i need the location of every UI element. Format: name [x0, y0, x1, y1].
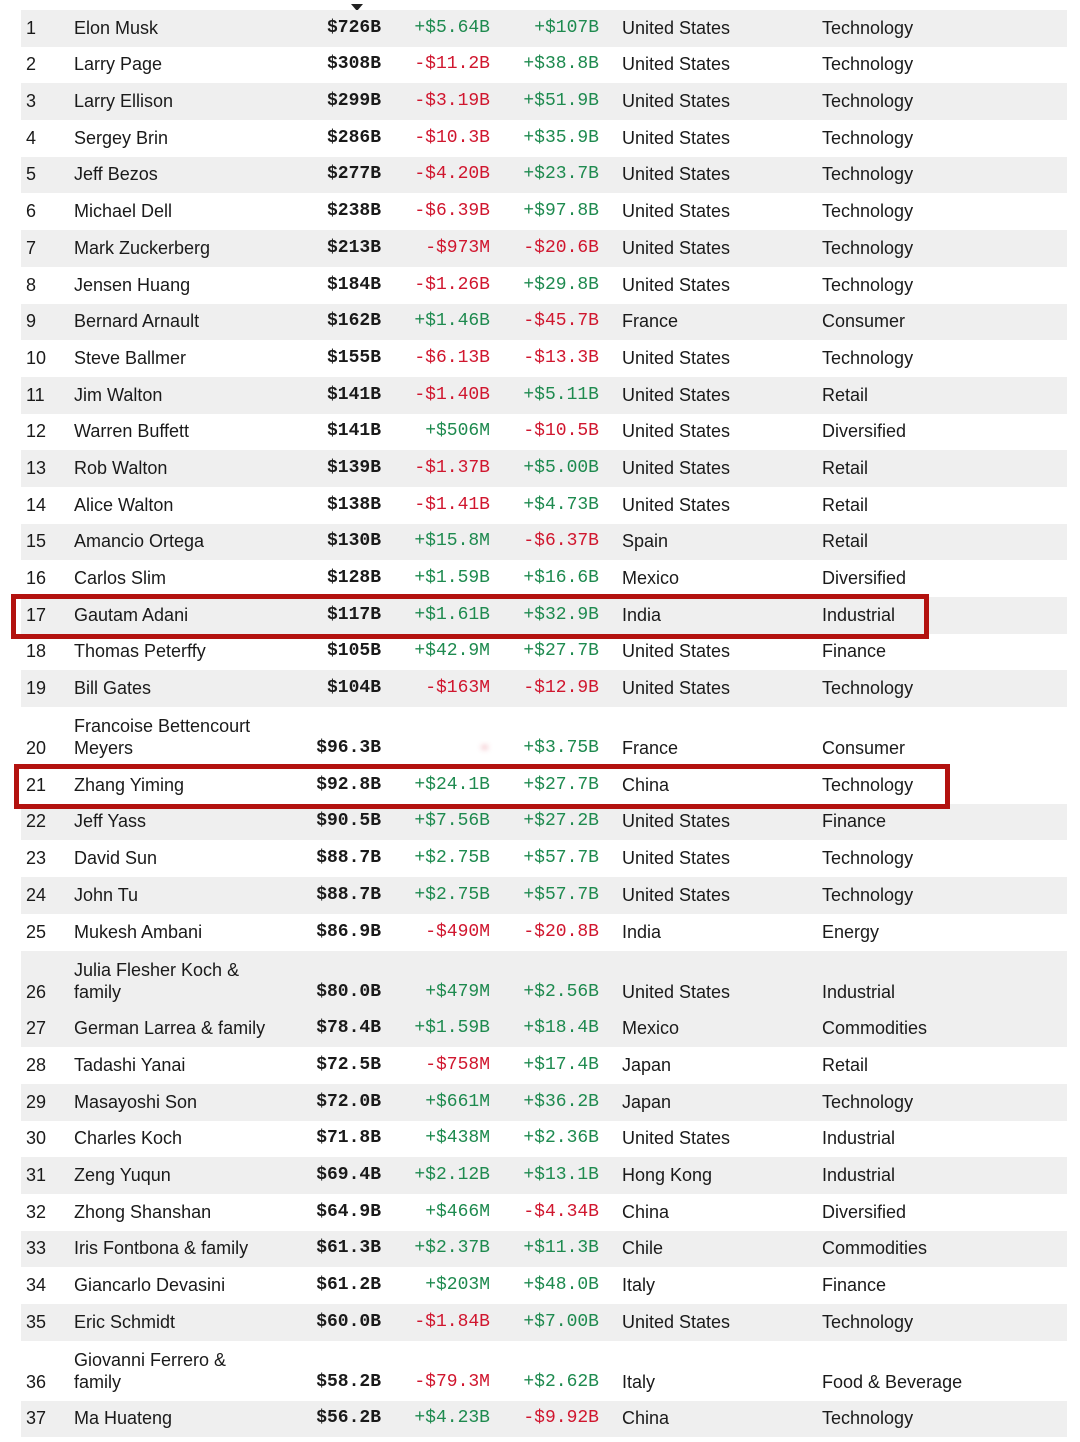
country-cell: China	[622, 1408, 670, 1429]
rank-cell: 37	[26, 1408, 47, 1429]
last-change-cell: +$2.12B	[414, 1164, 490, 1185]
name-cell[interactable]: Jeff Yass	[74, 811, 147, 832]
table-row[interactable]	[21, 304, 1067, 341]
industry-cell: Retail	[822, 384, 869, 405]
country-cell: United States	[622, 237, 731, 258]
net-worth-cell: $141B	[326, 384, 381, 405]
name-cell[interactable]: Tadashi Yanai	[74, 1054, 186, 1075]
ytd-change-cell: +$18.4B	[523, 1018, 599, 1039]
last-change-cell: +$15.8M	[414, 531, 490, 552]
table-row[interactable]	[21, 1157, 1067, 1194]
ytd-change-cell: +$7.00B	[523, 1311, 599, 1332]
ytd-change-cell: -$20.6B	[523, 237, 599, 258]
table-row[interactable]	[21, 1341, 1067, 1401]
name-cell[interactable]: Larry Ellison	[74, 91, 174, 112]
ytd-change-cell: +$27.2B	[523, 811, 599, 832]
rank-cell: 22	[26, 811, 47, 832]
ytd-change-cell: +$97.8B	[523, 201, 599, 222]
name-cell[interactable]: Rob Walton	[74, 457, 168, 478]
table-row[interactable]	[21, 1011, 1067, 1048]
rank-cell: 31	[26, 1164, 47, 1185]
last-change-cell: -$973M	[425, 237, 490, 258]
country-cell: France	[622, 311, 679, 332]
last-change-cell: +$1.59B	[414, 568, 490, 588]
table-row[interactable]	[21, 524, 1067, 561]
billionaires-table	[21, 10, 1067, 1437]
net-worth-cell: $138B	[326, 494, 381, 515]
net-worth-cell: $117B	[326, 604, 381, 625]
ytd-change-cell: -$12.9B	[523, 678, 599, 699]
net-worth-cell: $72.5B	[316, 1054, 381, 1075]
table-row[interactable]	[21, 1047, 1067, 1084]
name-cell[interactable]: German Larrea & family	[74, 1018, 266, 1039]
name-cell[interactable]: Gautam Adani	[74, 604, 189, 625]
table-row[interactable]	[21, 377, 1067, 414]
rank-cell: 10	[26, 347, 47, 368]
last-change-cell: -$163M	[425, 678, 490, 699]
table-row[interactable]	[21, 340, 1067, 377]
ytd-change-cell: +$13.1B	[523, 1164, 599, 1185]
table-row[interactable]	[21, 707, 1067, 767]
last-change-cell: -$6.13B	[414, 347, 490, 368]
table-row[interactable]	[21, 157, 1067, 194]
country-cell: United States	[622, 494, 731, 515]
net-worth-cell: $58.2B	[316, 1371, 381, 1392]
industry-cell: Finance	[822, 1275, 887, 1295]
country-cell: France	[622, 738, 679, 759]
country-cell: United States	[622, 201, 731, 222]
last-change-cell: +$438M	[425, 1128, 490, 1149]
country-cell: Chile	[622, 1238, 664, 1259]
name-cell[interactable]: Michael Dell	[74, 201, 173, 222]
table-row[interactable]	[21, 414, 1067, 451]
ytd-change-cell: +$51.9B	[523, 91, 599, 112]
ytd-change-cell: +$2.56B	[523, 981, 599, 1002]
ytd-change-cell: -$9.92B	[523, 1408, 599, 1429]
rank-cell: 27	[26, 1018, 47, 1039]
ytd-change-cell: +$27.7B	[523, 774, 599, 795]
rank-cell: 29	[26, 1091, 47, 1112]
net-worth-cell: $238B	[326, 201, 381, 222]
country-cell: United States	[622, 884, 731, 905]
rank-cell: 15	[26, 531, 47, 552]
net-worth-cell: $104B	[326, 678, 381, 699]
ytd-change-cell: +$16.6B	[523, 568, 599, 588]
table-row[interactable]	[21, 450, 1067, 487]
industry-cell: Technology	[822, 1311, 914, 1332]
table-row[interactable]	[21, 1401, 1067, 1438]
name-cell[interactable]: Giancarlo Devasini	[74, 1275, 226, 1295]
net-worth-cell: $72.0B	[316, 1091, 381, 1112]
rank-cell: 2	[26, 54, 37, 75]
country-cell: United States	[622, 1128, 731, 1149]
rank-cell: 26	[26, 981, 47, 1002]
industry-cell: Technology	[822, 1091, 914, 1112]
net-worth-cell: $64.9B	[316, 1201, 381, 1222]
net-worth-cell: $56.2B	[316, 1408, 381, 1429]
rank-cell: 4	[26, 127, 37, 148]
last-change-cell: +$506M	[425, 421, 490, 442]
country-cell: Italy	[622, 1371, 656, 1392]
ytd-change-cell: +$107B	[534, 17, 599, 38]
table-row[interactable]	[21, 840, 1067, 877]
net-worth-cell: $88.7B	[316, 884, 381, 905]
country-cell: Hong Kong	[622, 1164, 713, 1185]
table-row[interactable]	[21, 487, 1067, 524]
ytd-change-cell: +$35.9B	[523, 127, 599, 148]
ytd-change-cell: +$11.3B	[523, 1238, 599, 1259]
country-cell: Spain	[622, 531, 669, 552]
country-cell: India	[622, 921, 662, 942]
industry-cell: Diversified	[822, 421, 907, 442]
industry-cell: Retail	[822, 494, 869, 515]
net-worth-cell: $61.3B	[316, 1238, 381, 1259]
name-cell[interactable]: Jensen Huang	[74, 274, 191, 295]
last-change-cell: -$1.37B	[414, 457, 490, 478]
name-cell[interactable]: Larry Page	[74, 54, 163, 75]
table-row[interactable]	[21, 120, 1067, 157]
industry-cell: Technology	[822, 678, 914, 699]
last-change-cell: +$479M	[425, 981, 490, 1002]
last-change-cell: -$10.3B	[414, 127, 490, 148]
name-cell[interactable]: Jim Walton	[74, 384, 163, 405]
industry-cell: Technology	[822, 201, 914, 222]
net-worth-cell: $726B	[326, 17, 381, 38]
name-cell[interactable]: Ma Huateng	[74, 1408, 173, 1429]
ytd-change-cell: +$38.8B	[523, 54, 599, 75]
rank-cell: 36	[26, 1371, 47, 1392]
table-row[interactable]	[21, 193, 1067, 230]
country-cell: United States	[622, 981, 731, 1002]
last-change-cell: +$1.46B	[414, 311, 490, 332]
industry-cell: Finance	[822, 641, 887, 662]
last-change-cell: +$5.64B	[414, 17, 490, 38]
industry-cell: Technology	[822, 274, 914, 295]
industry-cell: Technology	[822, 237, 914, 258]
industry-cell: Consumer	[822, 311, 906, 332]
rank-cell: 7	[26, 237, 37, 258]
ytd-change-cell: +$57.7B	[523, 848, 599, 869]
industry-cell: Industrial	[822, 981, 896, 1002]
last-change-cell: -$490M	[425, 921, 490, 942]
rank-cell: 18	[26, 641, 47, 662]
net-worth-cell: $105B	[326, 641, 381, 662]
industry-cell: Industrial	[822, 604, 896, 625]
rank-cell: 23	[26, 848, 47, 869]
country-cell: United States	[622, 17, 731, 38]
rank-cell: 14	[26, 494, 47, 515]
net-worth-cell: $299B	[326, 91, 381, 112]
name-cell[interactable]: Elon Musk	[74, 17, 159, 38]
industry-cell: Retail	[822, 457, 869, 478]
last-change-cell: -$4.20B	[414, 164, 490, 185]
ytd-change-cell: +$5.00B	[523, 457, 599, 478]
net-worth-cell: $90.5B	[316, 811, 381, 832]
ytd-change-cell: -$6.37B	[523, 531, 599, 552]
ytd-change-cell: -$20.8B	[523, 921, 599, 942]
table-row[interactable]	[21, 1121, 1067, 1158]
rank-cell: 21	[26, 774, 47, 795]
industry-cell: Technology	[822, 774, 914, 795]
name-cell[interactable]: Iris Fontbona & family	[74, 1238, 249, 1259]
ytd-change-cell: +$17.4B	[523, 1054, 599, 1075]
net-worth-cell: $308B	[326, 54, 381, 75]
name-cell[interactable]: John Tu	[74, 884, 139, 905]
rank-cell: 19	[26, 678, 47, 699]
name-cell[interactable]: Zeng Yuqun	[74, 1164, 171, 1185]
last-change-cell: +$42.9M	[414, 641, 490, 662]
country-cell: United States	[622, 811, 731, 832]
rank-cell: 34	[26, 1275, 47, 1295]
country-cell: United States	[622, 641, 731, 662]
country-cell: United States	[622, 91, 731, 112]
table-row[interactable]	[21, 560, 1067, 597]
country-cell: United States	[622, 1311, 731, 1332]
last-change-cell: -$11.2B	[414, 54, 490, 75]
last-change-cell: +$1.59B	[414, 1018, 490, 1039]
name-cell[interactable]: Bill Gates	[74, 678, 152, 699]
name-cell[interactable]: David Sun	[74, 848, 158, 869]
net-worth-cell: $286B	[326, 127, 381, 148]
country-cell: United States	[622, 347, 731, 368]
net-worth-cell: $277B	[326, 164, 381, 185]
name-cell[interactable]: Zhong Shanshan	[74, 1201, 212, 1222]
ytd-change-cell: +$2.36B	[523, 1128, 599, 1149]
table-row[interactable]	[21, 267, 1067, 304]
rank-cell: 6	[26, 201, 37, 222]
table-row[interactable]	[21, 804, 1067, 841]
ytd-change-cell: -$10.5B	[523, 421, 599, 442]
country-cell: United States	[622, 384, 731, 405]
industry-cell: Diversified	[822, 568, 907, 588]
last-change-cell: -$1.41B	[414, 494, 490, 515]
table-row[interactable]	[21, 634, 1067, 671]
country-cell: United States	[622, 164, 731, 185]
net-worth-cell: $86.9B	[316, 921, 381, 942]
rank-cell: 5	[26, 164, 37, 185]
rank-cell: 9	[26, 311, 37, 332]
ytd-change-cell: +$2.62B	[523, 1371, 599, 1392]
rank-cell: 1	[26, 17, 37, 38]
country-cell: United States	[622, 848, 731, 869]
net-worth-cell: $88.7B	[316, 848, 381, 869]
country-cell: United States	[622, 54, 731, 75]
net-worth-cell: $92.8B	[316, 774, 381, 795]
net-worth-cell: $155B	[326, 347, 381, 368]
industry-cell: Technology	[822, 17, 914, 38]
ytd-change-cell: +$29.8B	[523, 274, 599, 295]
last-change-cell: -	[479, 738, 490, 759]
net-worth-cell: $61.2B	[316, 1275, 381, 1295]
name-cell[interactable]: Eric Schmidt	[74, 1311, 176, 1332]
table-row[interactable]	[21, 47, 1067, 84]
country-cell: Mexico	[622, 568, 680, 588]
ytd-change-cell: +$32.9B	[523, 604, 599, 625]
last-change-cell: +$1.61B	[414, 604, 490, 625]
industry-cell: Technology	[822, 848, 914, 869]
industry-cell: Technology	[822, 91, 914, 112]
net-worth-cell: $71.8B	[316, 1128, 381, 1149]
last-change-cell: -$79.3M	[414, 1371, 490, 1392]
net-worth-cell: $60.0B	[316, 1311, 381, 1332]
table-row[interactable]	[21, 951, 1067, 1011]
industry-cell: Technology	[822, 347, 914, 368]
table-row[interactable]	[21, 1231, 1067, 1268]
country-cell: India	[622, 604, 662, 625]
last-change-cell: +$2.37B	[414, 1238, 490, 1259]
ytd-change-cell: +$48.0B	[523, 1275, 599, 1295]
last-change-cell: -$3.19B	[414, 91, 490, 112]
ytd-change-cell: +$36.2B	[523, 1091, 599, 1112]
net-worth-cell: $162B	[326, 311, 381, 332]
industry-cell: Retail	[822, 531, 869, 552]
rank-cell: 33	[26, 1238, 47, 1259]
rank-cell: 8	[26, 274, 37, 295]
rank-cell: 35	[26, 1311, 47, 1332]
name-cell[interactable]: Julia Flesher Koch & family	[74, 959, 240, 1002]
name-cell[interactable]: Amancio Ortega	[74, 531, 205, 552]
ytd-change-cell: +$3.75B	[523, 738, 599, 759]
name-cell[interactable]: Mukesh Ambani	[74, 921, 203, 942]
rank-cell: 17	[26, 604, 47, 625]
rank-cell: 13	[26, 457, 47, 478]
table-row[interactable]	[21, 83, 1067, 120]
name-cell[interactable]: Thomas Peterffy	[74, 641, 206, 662]
table-row[interactable]	[21, 1084, 1067, 1121]
country-cell: Italy	[622, 1275, 656, 1295]
country-cell: Japan	[622, 1091, 672, 1112]
last-change-cell: +$466M	[425, 1201, 490, 1222]
rank-cell: 11	[26, 384, 45, 405]
industry-cell: Technology	[822, 884, 914, 905]
name-cell[interactable]: Masayoshi Son	[74, 1091, 198, 1112]
net-worth-cell: $96.3B	[316, 738, 381, 759]
industry-cell: Commodities	[822, 1018, 928, 1039]
last-change-cell: +$2.75B	[414, 848, 490, 869]
last-change-cell: +$203M	[425, 1275, 490, 1295]
industry-cell: Diversified	[822, 1201, 907, 1222]
industry-cell: Consumer	[822, 738, 906, 759]
net-worth-cell: $184B	[326, 274, 381, 295]
name-cell[interactable]: Warren Buffett	[74, 421, 190, 442]
industry-cell: Retail	[822, 1054, 869, 1075]
industry-cell: Commodities	[822, 1238, 928, 1259]
country-cell: Mexico	[622, 1018, 680, 1039]
ytd-change-cell: -$4.34B	[523, 1201, 599, 1222]
table-row[interactable]	[21, 597, 1067, 634]
country-cell: United States	[622, 421, 731, 442]
name-cell[interactable]: Francoise Bettencourt Meyers	[74, 716, 251, 759]
ytd-change-cell: +$27.7B	[523, 641, 599, 662]
table-row[interactable]	[21, 10, 1067, 47]
ytd-change-cell: -$45.7B	[523, 311, 599, 332]
rank-cell: 20	[26, 738, 47, 759]
table-row[interactable]	[21, 230, 1067, 267]
industry-cell: Industrial	[822, 1128, 896, 1149]
ytd-change-cell: +$5.11B	[523, 384, 599, 405]
table-row[interactable]	[21, 1267, 1067, 1304]
rank-cell: 32	[26, 1201, 47, 1222]
rank-cell: 24	[26, 884, 47, 905]
table-row[interactable]	[21, 1194, 1067, 1231]
net-worth-cell: $139B	[326, 457, 381, 478]
ytd-change-cell: +$23.7B	[523, 164, 599, 185]
net-worth-cell: $213B	[326, 237, 381, 258]
table-row[interactable]	[21, 670, 1067, 707]
last-change-cell: -$1.40B	[414, 384, 490, 405]
net-worth-cell: $78.4B	[316, 1018, 381, 1039]
last-change-cell: +$7.56B	[414, 811, 490, 832]
industry-cell: Technology	[822, 1408, 914, 1429]
country-cell: United States	[622, 678, 731, 699]
industry-cell: Technology	[822, 164, 914, 185]
industry-cell: Technology	[822, 127, 914, 148]
country-cell: United States	[622, 274, 731, 295]
name-cell[interactable]: Mark Zuckerberg	[74, 237, 211, 258]
rank-cell: 16	[26, 568, 47, 588]
rank-cell: 25	[26, 921, 47, 942]
country-cell: United States	[622, 127, 731, 148]
net-worth-cell: $130B	[326, 531, 381, 552]
net-worth-cell: $80.0B	[316, 981, 381, 1002]
net-worth-cell: $141B	[326, 421, 381, 442]
rank-cell: 12	[26, 421, 47, 442]
rank-cell: 28	[26, 1054, 47, 1075]
name-cell[interactable]: Alice Walton	[74, 494, 174, 515]
table-row[interactable]	[21, 1304, 1067, 1341]
industry-cell: Food & Beverage	[822, 1371, 963, 1392]
name-cell[interactable]: Jeff Bezos	[74, 164, 158, 185]
name-cell[interactable]: Charles Koch	[74, 1128, 183, 1149]
country-cell: United States	[622, 457, 731, 478]
last-change-cell: +$4.23B	[414, 1408, 490, 1429]
table-row[interactable]	[21, 877, 1067, 914]
net-worth-cell: $69.4B	[316, 1164, 381, 1185]
rank-cell: 30	[26, 1128, 47, 1149]
ytd-change-cell: +$4.73B	[523, 494, 599, 515]
industry-cell: Energy	[822, 921, 880, 942]
country-cell: China	[622, 1201, 670, 1222]
last-change-cell: -$6.39B	[414, 201, 490, 222]
last-change-cell: -$1.84B	[414, 1311, 490, 1332]
name-cell[interactable]: Steve Ballmer	[74, 347, 187, 368]
last-change-cell: +$2.75B	[414, 884, 490, 905]
rank-cell: 3	[26, 91, 37, 112]
table-row[interactable]	[21, 767, 1067, 804]
industry-cell: Technology	[822, 54, 914, 75]
name-cell[interactable]: Giovanni Ferrero & family	[74, 1349, 227, 1392]
industry-cell: Finance	[822, 811, 887, 832]
last-change-cell: +$661M	[425, 1091, 490, 1112]
ytd-change-cell: +$57.7B	[523, 884, 599, 905]
name-cell[interactable]: Bernard Arnault	[74, 311, 200, 332]
table-row[interactable]	[21, 914, 1067, 951]
net-worth-cell: $128B	[326, 568, 381, 588]
industry-cell: Industrial	[822, 1164, 896, 1185]
last-change-cell: +$24.1B	[414, 774, 490, 795]
last-change-cell: -$758M	[425, 1054, 490, 1075]
country-cell: China	[622, 774, 670, 795]
name-cell[interactable]: Carlos Slim	[74, 568, 167, 588]
name-cell[interactable]: Sergey Brin	[74, 127, 169, 148]
ytd-change-cell: -$13.3B	[523, 347, 599, 368]
country-cell: Japan	[622, 1054, 672, 1075]
last-change-cell: -$1.26B	[414, 274, 490, 295]
name-cell[interactable]: Zhang Yiming	[74, 774, 185, 795]
table-body	[21, 10, 1067, 1437]
